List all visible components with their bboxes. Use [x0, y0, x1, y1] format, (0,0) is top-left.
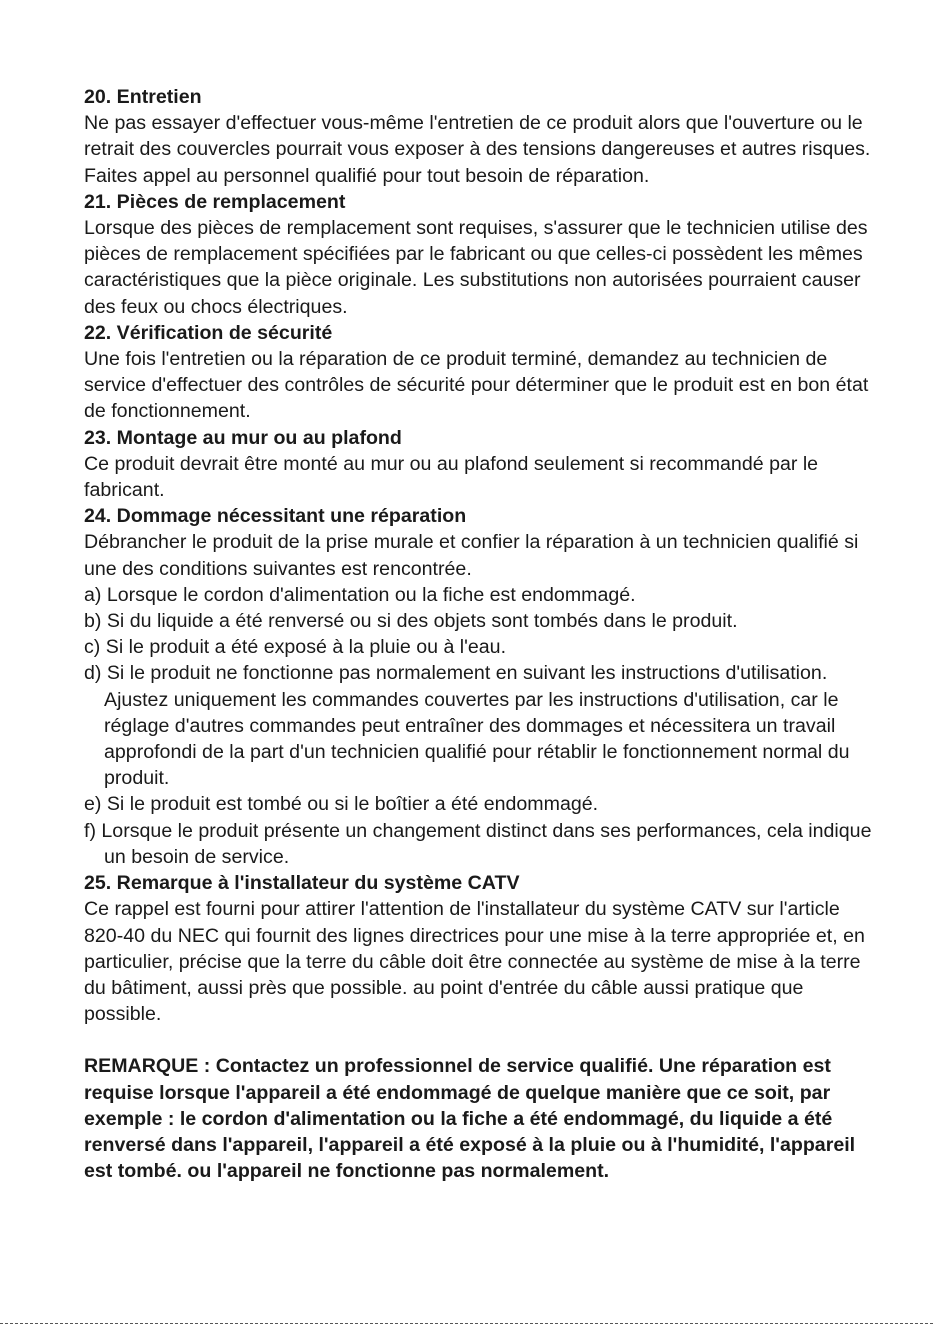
section-title: 23. Montage au mur ou au plafond: [84, 426, 402, 449]
list-item-c: c) Si le produit a été exposé à la pluie ou à l'eau.: [84, 636, 507, 659]
section-text: Débrancher le produit de la prise murale et confier la réparation à un technicien qualifié si une des conditions suivantes est rencontrée.: [84, 531, 859, 580]
section-text: Ce produit devrait être monté au mur ou au plafond seulement si recommandé par le fabricant.: [84, 452, 819, 502]
section-text: Ne pas essayer d'effectuer vous-même l'entretien de ce produit alors que l'ouverture ou le retrait des couvercles pourrait vous exposer à des tensions dangereuses et autres risques. Faites appel au personnel qualifié pour tout besoin de réparation.: [84, 112, 871, 187]
list-item-b: b) Si du liquide a été renversé ou si des objets sont tombés dans le produit.: [84, 610, 738, 633]
section-title: 21. Pièces de remplacement: [84, 190, 346, 213]
section-23: [84, 425, 874, 504]
document-page: [84, 84, 874, 1184]
section-20: [84, 84, 874, 189]
list-item-e: e) Si le produit est tombé ou si le boîtier a été endommagé.: [84, 793, 599, 816]
section-25: [84, 870, 874, 1027]
list-item-f: f) Lorsque le produit présente un changement distinct dans ses performances, cela indique un besoin de service.: [84, 819, 872, 868]
list-item-d: d) Si le produit ne fonctionne pas normalement en suivant les instructions d'utilisation. Ajustez uniquement les commandes couvertes par les instructions d'utilisation, car le réglage d'autres commandes peut entraîner des dommages et nécessitera un travail approfondi de la part d'un technicien qualifié pour rétablir le fonctionnement normal du produit.: [84, 662, 850, 790]
section-text: Ce rappel est fourni pour attirer l'attention de l'installateur du système CATV sur l'article 820-40 du NEC qui fournit des lignes directrices pour une mise à la terre appropriée et, en particulier, précise que la terre du câble doit être connectée au système de mise à la terre du bâtiment, aussi près que possible. au point d'entrée du câble aussi pratique que possible.: [84, 898, 865, 1026]
section-text: Lorsque des pièces de remplacement sont requises, s'assurer que le technicien utilise des pièces de remplacement spécifiées par le fabricant ou que celles-ci possèdent les mêmes caractéristiques que la pièce originale. Les substitutions non autorisées pourraient causer des feux ou chocs électriques.: [84, 217, 868, 318]
section-title: 24. Dommage nécessitant une réparation: [84, 505, 467, 528]
spacer: [84, 1027, 874, 1053]
section-text: Une fois l'entretien ou la réparation de ce produit terminé, demandez au technicien de service d'effectuer des contrôles de sécurité pour déterminer que le produit est en bon état de fonctionnement.: [84, 348, 869, 423]
section-title: 20. Entretien: [84, 86, 202, 108]
section-22: [84, 320, 874, 425]
section-21: [84, 189, 874, 320]
note-paragraph: REMARQUE : Contactez un professionnel de service qualifié. Une réparation est requise lorsque l'appareil a été endommagé de quelque manière que ce soit, par exemple : le cordon d'alimentation ou la fiche a été endommagé, du liquide a été renversé dans l'appareil, l'appareil a été exposé à la pluie ou à l'humidité, l'appareil est tombé. ou l'appareil ne fonctionne pas normalement.: [84, 1055, 856, 1183]
list-item-a: a) Lorsque le cordon d'alimentation ou la fiche est endommagé.: [84, 583, 636, 606]
section-title: 25. Remarque à l'installateur du système CATV: [84, 872, 520, 895]
section-24: [84, 503, 874, 870]
section-title: 22. Vérification de sécurité: [84, 321, 333, 344]
